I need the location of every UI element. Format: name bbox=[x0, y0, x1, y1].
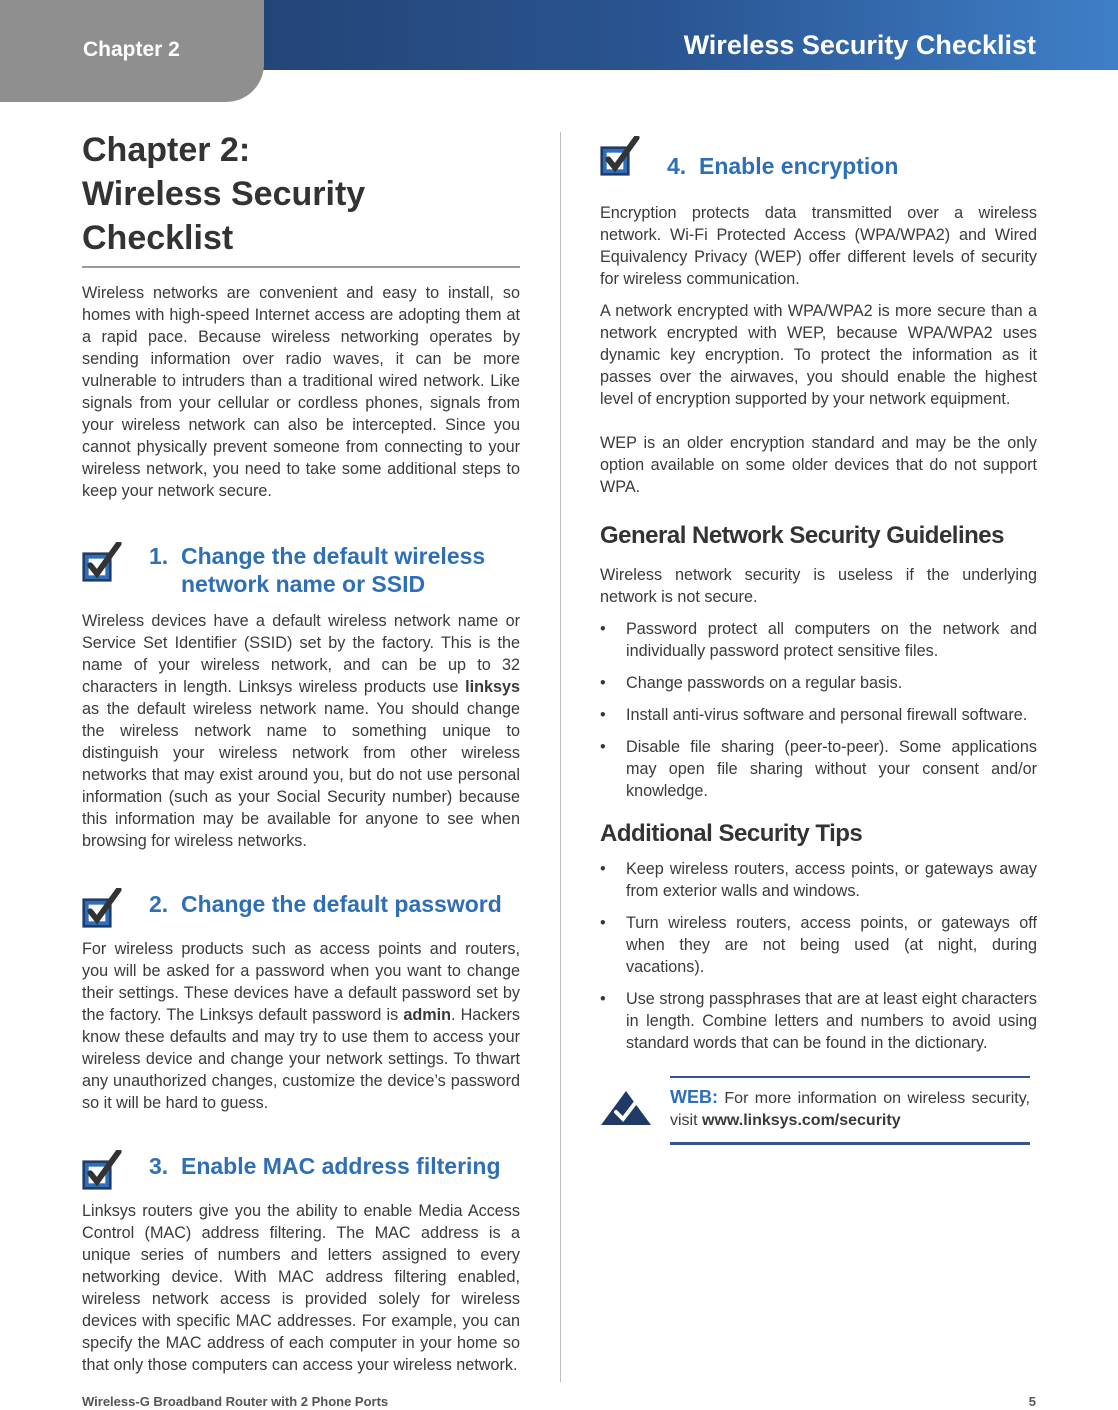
section-1-number: 1. bbox=[149, 543, 169, 569]
additional-tips-heading: Additional Security Tips bbox=[600, 820, 863, 847]
web-note-body: For more information on wireless security, visit bbox=[670, 1090, 1030, 1129]
web-label: WEB: bbox=[670, 1087, 718, 1107]
general-guidelines-heading: General Network Security Guidelines bbox=[600, 522, 1004, 549]
header-title: Wireless Security Checklist bbox=[683, 30, 1036, 60]
section-1-body-text-cont: as the default wireless network name. You should change the wireless network name to something unique to distinguish your wireless network from other wireless networks that may exist around you, but do not use personal information (such as your Social Security number) because this information may be available for anyone to see when browsing for wireless networks. bbox=[82, 700, 520, 850]
column-divider bbox=[560, 132, 561, 1382]
footer-product-name: Wireless-G Broadband Router with 2 Phone Ports bbox=[82, 1394, 389, 1409]
section-1-bold-term: linksys bbox=[465, 678, 520, 696]
section-4-number: 4. bbox=[667, 153, 687, 179]
section-2-bold-term: admin bbox=[403, 1006, 451, 1024]
section-2-body-text-cont: . Hackers know these defaults and may try to use them to access your wireless device and change your network settings. To thwart any unauthorized changes, customize the device’s password so it will be hard to guess. bbox=[82, 1006, 520, 1112]
chapter-tab-label: Chapter 2 bbox=[83, 38, 180, 61]
checkbox-check-icon bbox=[600, 136, 640, 176]
right-column bbox=[600, 132, 1037, 1156]
section-4-title bbox=[667, 152, 898, 180]
intro-paragraph: Wireless networks are convenient and easy to install, so homes with high-speed Internet access are adopting them at a rapid pace. Because wireless networking operates by sending information over radio waves, it can be more vulnerable to intruders than a traditional wired network. Like signals from your cellular or cordless phones, signals from your wireless network can also be intercepted. Since you cannot physically prevent someone from connecting to your wireless network, you need to take some additional steps to keep your network secure. bbox=[82, 284, 520, 500]
list-item: • Keep wireless routers, access points, or gateways away from exterior walls and windows. bbox=[600, 858, 1037, 902]
section-1-title-line1: Change the default wireless bbox=[181, 543, 486, 569]
web-note-box bbox=[670, 1076, 1030, 1145]
checkbox-check-icon bbox=[82, 542, 122, 582]
section-2-heading bbox=[82, 874, 520, 938]
section-4-paragraph: Encryption protects data transmitted over a wireless network. Wi-Fi Protected Access (WPA/WPA2) and Wired Equivalency Privacy (WEP) offer different levels of security for wireless communication. bbox=[600, 204, 1037, 288]
section-1-title bbox=[149, 542, 485, 598]
list-item: • Turn wireless routers, access points, or gateways off when they are not being used (at night, during vacations). bbox=[600, 912, 1037, 978]
section-4-heading bbox=[600, 132, 1037, 196]
checkbox-check-icon bbox=[82, 1150, 122, 1190]
list-item: • Install anti-virus software and personal firewall software. bbox=[600, 704, 1037, 726]
chapter-title-line2: Wireless Security Checklist bbox=[82, 175, 366, 257]
chapter-tab bbox=[0, 0, 264, 102]
section-4-title-text: Enable encryption bbox=[699, 153, 899, 179]
list-item: • Use strong passphrases that are at least eight characters in length. Combine letters and numbers to avoid using standard words that can be found in the dictionary. bbox=[600, 988, 1037, 1054]
web-link[interactable]: www.linksys.com/security bbox=[702, 1112, 901, 1129]
general-guidelines-intro: Wireless network security is useless if the underlying network is not secure. bbox=[600, 566, 1037, 606]
list-item: • Change passwords on a regular basis. bbox=[600, 672, 1037, 694]
section-2-title-text: Change the default password bbox=[181, 891, 502, 917]
web-check-icon bbox=[600, 1090, 652, 1126]
footer-page-number: 5 bbox=[1028, 1394, 1036, 1409]
section-3-title-text: Enable MAC address filtering bbox=[181, 1153, 501, 1179]
general-guidelines-list bbox=[600, 618, 1037, 802]
additional-tips-list bbox=[600, 858, 1037, 1054]
section-3-title bbox=[149, 1152, 501, 1180]
section-2-title bbox=[149, 890, 502, 918]
list-item: • Disable file sharing (peer-to-peer). Some applications may open file sharing without your consent and/or knowledge. bbox=[600, 736, 1037, 802]
web-note bbox=[600, 1076, 1037, 1156]
section-1-heading bbox=[82, 528, 520, 610]
section-3-number: 3. bbox=[149, 1153, 169, 1179]
section-1-body-text: Wireless devices have a default wireless network name or Service Set Identifier (SSID) set by the factory. This is the name of your wireless network, and can be up to 32 characters in length. Linksys wireless products use bbox=[82, 612, 520, 696]
list-item: • Password protect all computers on the network and individually password protect sensitive files. bbox=[600, 618, 1037, 662]
web-note-text bbox=[670, 1086, 1030, 1132]
section-1-title-line2: network name or SSID bbox=[181, 571, 426, 597]
section-2-body-text: For wireless products such as access points and routers, you will be asked for a password when you want to change their settings. These devices have a default password set by the factory. The Linksys default password is bbox=[82, 940, 520, 1024]
left-column bbox=[82, 128, 520, 1376]
section-4-paragraph: A network encrypted with WPA/WPA2 is more secure than a network encrypted with WEP, because WPA/WPA2 uses dynamic key encryption. To protect the information as it passes over the airwaves, you should enable the highest level of encryption supported by your network equipment. bbox=[600, 302, 1037, 408]
chapter-title-line1: Chapter 2: bbox=[82, 131, 251, 169]
page-header bbox=[0, 0, 1118, 100]
section-1-body bbox=[82, 610, 520, 852]
chapter-title bbox=[82, 128, 520, 268]
section-2-body bbox=[82, 938, 520, 1114]
section-2-number: 2. bbox=[149, 891, 169, 917]
checkbox-check-icon bbox=[82, 888, 122, 928]
section-3-body: Linksys routers give you the ability to enable Media Access Control (MAC) address filtering. The MAC address is a unique series of numbers and letters assigned to every networking device. With MAC address filtering enabled, wireless network access is provided solely for wireless devices with specific MAC addresses. For example, you can specify the MAC address of each computer in your home so that only those computers can access your wireless network. bbox=[82, 1202, 520, 1374]
section-3-heading bbox=[82, 1136, 520, 1200]
section-4-paragraph: WEP is an older encryption standard and may be the only option available on some older devices that do not support WPA. bbox=[600, 434, 1037, 496]
